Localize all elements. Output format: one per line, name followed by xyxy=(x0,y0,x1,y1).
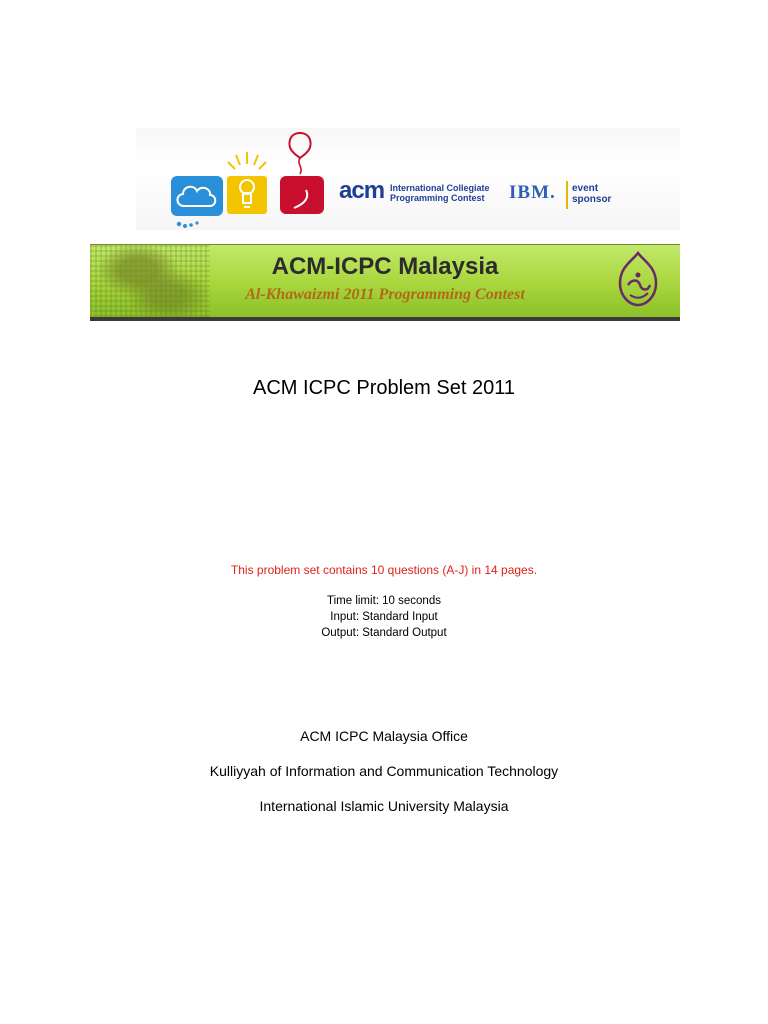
organizer-block xyxy=(0,726,768,831)
page-title: ACM ICPC Problem Set 2011 xyxy=(253,377,515,399)
acm-subtitle xyxy=(390,183,490,203)
acm-subtitle-line-2: Programming Contest xyxy=(390,193,485,203)
office-name: ACM ICPC Malaysia Office xyxy=(300,728,468,744)
faculty-name: Kulliyyah of Information and Communication Technology xyxy=(209,763,559,779)
icpc-logo-graphic xyxy=(136,128,680,230)
input-spec: Input: Standard Input xyxy=(330,611,438,623)
acm-logo-text: acm xyxy=(339,177,385,204)
ibm-logo-text: IBM. xyxy=(509,182,556,203)
banner-subtitle: Al-Khawaizmi 2011 Programming Contest xyxy=(245,286,525,303)
output-spec: Output: Standard Output xyxy=(321,627,447,639)
banner-title: ACM-ICPC Malaysia xyxy=(271,253,499,280)
sponsor-divider xyxy=(566,181,568,209)
lightbulb-icon xyxy=(227,152,267,214)
contest-limits xyxy=(0,593,768,641)
contest-banner xyxy=(90,244,680,321)
problem-count-note: This problem set contains 10 questions (A-J) in 14 pages. xyxy=(230,563,538,577)
event-sponsor-label xyxy=(572,183,611,205)
university-name: International Islamic University Malaysia xyxy=(259,798,509,814)
event-sponsor-line-2: sponsor xyxy=(572,194,612,205)
balloon-icon xyxy=(280,133,324,214)
time-limit: Time limit: 10 seconds xyxy=(327,595,441,607)
calligraphy-emblem-icon xyxy=(612,249,664,311)
cloud-icon xyxy=(171,176,223,228)
sponsor-banner xyxy=(136,128,680,230)
event-sponsor-line-1: event xyxy=(572,183,599,194)
acm-subtitle-line-1: International Collegiate xyxy=(390,183,490,193)
